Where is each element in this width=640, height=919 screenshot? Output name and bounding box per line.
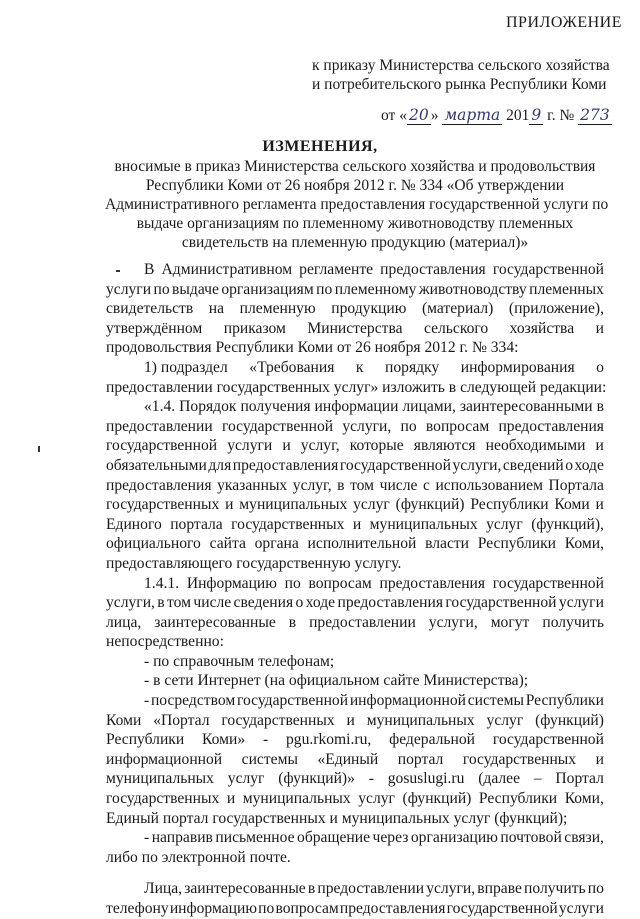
- body-word: в: [307, 880, 316, 898]
- body-word: Республики: [106, 731, 185, 749]
- body-word: Министерства: [307, 319, 403, 337]
- body-line: [106, 652, 604, 672]
- body-word: организациям: [221, 280, 314, 298]
- body-word: информации: [314, 398, 399, 416]
- body-word: и: [595, 437, 604, 455]
- body-line: [106, 515, 604, 535]
- body-word: информацию: [169, 900, 258, 917]
- body-word: Республики: [525, 692, 604, 710]
- body-word: по: [284, 574, 301, 592]
- body-word: в: [288, 613, 297, 631]
- body-word: на: [208, 300, 225, 318]
- body-line: [106, 809, 604, 829]
- body-word: муниципальных: [106, 770, 214, 788]
- body-word: по: [153, 280, 170, 298]
- body-line: [106, 358, 604, 378]
- body-word: продукцию: [331, 300, 407, 318]
- year-prefix: 201: [502, 107, 530, 124]
- body-word: с: [422, 476, 430, 494]
- body-word: системы: [467, 692, 524, 710]
- body-word: Лица,: [144, 880, 183, 898]
- body-word: заинтересованными: [459, 398, 593, 416]
- body-word: -: [144, 829, 150, 847]
- body-word: хозяйства: [509, 319, 575, 337]
- body-word: государственной: [106, 437, 218, 455]
- body-word: (функций): [402, 790, 472, 808]
- body-word: услуги,: [452, 456, 502, 474]
- body-line: [106, 828, 604, 848]
- body-word: исполнительной: [307, 535, 417, 553]
- body-word: услуг: [486, 711, 524, 729]
- body-word: услуг: [353, 496, 390, 514]
- body-line: [106, 260, 604, 280]
- body-word: предоставлении: [317, 880, 425, 898]
- scan-mark: [38, 446, 40, 452]
- body-line: [106, 613, 604, 633]
- body-word: по: [316, 280, 333, 298]
- body-word: (функций),: [531, 515, 604, 533]
- handwritten-day: 20: [408, 106, 429, 124]
- body-word: Коми»: [202, 731, 246, 749]
- body-word: по: [587, 880, 604, 898]
- body-word: заинтересованные: [154, 613, 276, 631]
- body-word: -: [368, 770, 374, 788]
- body-word: использованием: [435, 476, 543, 494]
- body-word: предоставлении: [309, 613, 416, 631]
- body-line: [106, 378, 607, 398]
- body-word: лица,: [106, 613, 142, 631]
- body-word: Республики: [477, 535, 556, 553]
- body-word: - по справочным телефонам;: [144, 652, 335, 670]
- body-word: ходе: [574, 456, 604, 474]
- body-word: обращение: [297, 829, 371, 847]
- handwritten-month: марта: [444, 106, 501, 124]
- body-line: [106, 769, 604, 789]
- body-word: о: [565, 456, 573, 474]
- body-word: (приложение),: [508, 300, 604, 318]
- body-word: услуг,: [292, 476, 332, 494]
- body-word: предоставляющего государственную услугу.: [106, 554, 402, 572]
- body-line: [106, 671, 604, 691]
- body-word: организацию: [410, 829, 498, 847]
- body-word: -: [144, 692, 150, 710]
- body-word: к: [355, 358, 364, 376]
- body-word: (материал): [421, 300, 494, 318]
- order-reference: [312, 56, 612, 94]
- document-title: ИЗМЕНЕНИЯ,: [262, 138, 378, 155]
- body-word: вопросам: [308, 574, 372, 592]
- body-word: услуги,: [428, 613, 478, 631]
- body-word: органа: [254, 535, 299, 553]
- body-word: услуг,: [300, 437, 340, 455]
- body-word: Республики: [478, 790, 558, 808]
- body-line: [106, 417, 604, 437]
- body-word: предоставления: [339, 900, 446, 917]
- body-word: муниципальных: [242, 790, 351, 808]
- body-word: «Требования: [249, 358, 335, 376]
- body-word: телефону: [106, 900, 169, 917]
- body-line: [106, 476, 604, 496]
- body-word: Порядок: [179, 398, 237, 416]
- body-line: [106, 436, 604, 456]
- body-word: - в сети Интернет (на официальном сайте Министерства);: [144, 672, 529, 690]
- body-word: услуги: [106, 280, 152, 298]
- body-word: Единого: [106, 515, 162, 533]
- body-word: сведений: [502, 456, 564, 474]
- body-word: услуг: [358, 790, 395, 808]
- body-line: [106, 456, 604, 476]
- body-word: непосредственно:: [106, 633, 224, 651]
- body-word: pgu.rkomi.ru,: [285, 731, 372, 749]
- document-body: [106, 260, 607, 919]
- body-word: том: [350, 476, 375, 494]
- body-line: [106, 299, 604, 319]
- body-word: могут: [490, 613, 530, 631]
- body-word: предоставления: [379, 574, 486, 592]
- body-word: Портала: [548, 476, 604, 494]
- body-word: (функций): [535, 711, 604, 729]
- body-word: «1.4.: [144, 398, 176, 416]
- body-word: указанных: [217, 476, 288, 494]
- body-word: предоставления: [232, 456, 339, 474]
- body-word: ходе: [305, 594, 336, 612]
- body-word: Информацию: [186, 574, 277, 592]
- body-word: племенному: [334, 280, 417, 298]
- body-word: предоставлении: [106, 417, 213, 435]
- body-word: получения: [240, 398, 311, 416]
- body-word: государственной: [492, 731, 604, 749]
- body-word: 1) подраздел: [144, 358, 228, 376]
- body-word: портала: [170, 515, 223, 533]
- body-word: муниципальных: [369, 515, 478, 533]
- body-line: [106, 534, 604, 554]
- body-word: «Портал: [153, 711, 210, 729]
- body-word: почтовой: [500, 829, 562, 847]
- handwritten-order-number: 273: [580, 106, 610, 124]
- body-word: для: [208, 456, 232, 474]
- body-word: государственной: [339, 456, 451, 474]
- body-word: и: [226, 790, 236, 808]
- body-word: предоставления: [498, 417, 604, 435]
- body-word: государственной: [221, 417, 334, 435]
- body-word: Республики: [470, 496, 549, 514]
- body-line: [106, 848, 604, 868]
- body-word: письменное: [215, 829, 295, 847]
- subtitle-line: вносимые в приказ Министерства сельского хозяйства и продовольствия: [114, 158, 596, 175]
- body-word: государственных: [106, 790, 220, 808]
- body-word: в: [596, 398, 604, 416]
- year-suffix: г. №: [543, 107, 579, 124]
- body-line: [106, 319, 604, 339]
- body-line: [106, 574, 604, 594]
- body-word: предоставления: [337, 594, 444, 612]
- body-word: государственной: [492, 574, 604, 592]
- body-word: и: [595, 496, 604, 514]
- body-word: услуги,: [342, 417, 392, 435]
- body-word: через: [372, 829, 409, 847]
- body-word: услуг: [486, 515, 523, 533]
- body-word: государственной: [446, 900, 558, 917]
- body-word: получить: [542, 613, 604, 631]
- body-word: о: [596, 358, 604, 376]
- subtitle-line: выдаче организациям по племенному животноводству племенных: [136, 215, 574, 232]
- body-word: (далее: [478, 770, 521, 788]
- body-word: сведения: [233, 594, 294, 612]
- body-word: числе: [379, 476, 418, 494]
- body-word: Единый портал государственных и муниципальных услуг (функций);: [106, 809, 568, 827]
- body-word: являются: [413, 437, 476, 455]
- body-word: в: [157, 594, 165, 612]
- body-word: услуги: [558, 900, 604, 917]
- body-word: услуги,: [106, 594, 155, 612]
- body-word: муниципальных: [366, 711, 475, 729]
- body-word: продовольствия Республики Коми от 26 ноября 2012 г. № 334:: [106, 339, 519, 357]
- body-word: и: [595, 750, 604, 768]
- body-word: власти: [425, 535, 470, 553]
- body-line: [106, 554, 604, 574]
- body-word: направив: [151, 829, 213, 847]
- body-word: государственных: [106, 496, 220, 514]
- body-word: необходимыми: [485, 437, 586, 455]
- body-word: либо по электронной почте.: [106, 848, 291, 866]
- body-word: государственной: [236, 692, 349, 710]
- body-word: услуг: [227, 770, 265, 788]
- body-word: обязательными: [106, 456, 207, 474]
- body-word: приказом: [223, 319, 286, 337]
- body-word: том: [167, 594, 192, 612]
- body-word: вправе: [477, 880, 522, 898]
- body-word: государственных: [231, 515, 345, 533]
- body-word: Коми,: [564, 790, 604, 808]
- body-word: выдаче: [172, 280, 219, 298]
- body-line: [106, 750, 604, 770]
- body-word: системы: [241, 750, 298, 768]
- subtitle-line: Административного регламента предоставления государственной услуги по: [105, 196, 609, 213]
- body-word: свидетельств: [106, 300, 194, 318]
- body-word: заинтересованные: [184, 880, 306, 898]
- body-word: порядку: [385, 358, 440, 376]
- body-word: Портал: [555, 770, 604, 788]
- body-word: числе: [193, 594, 232, 612]
- body-word: в: [337, 476, 345, 494]
- body-word: информирования: [460, 358, 575, 376]
- body-word: –: [533, 770, 542, 788]
- body-word: услуги,: [426, 880, 476, 898]
- body-word: государственной: [445, 594, 557, 612]
- order-date-line: [381, 106, 612, 125]
- body-word: по: [400, 417, 417, 435]
- body-word: о: [295, 594, 304, 612]
- body-word: и: [225, 496, 234, 514]
- body-word: (функций)»: [278, 770, 355, 788]
- body-word: -: [262, 731, 269, 749]
- body-line: [106, 593, 604, 613]
- order-line: к приказу Министерства сельского хозяйства: [312, 57, 610, 74]
- body-line: [106, 397, 604, 417]
- subtitle-line: свидетельств на племенную продукцию (материал)»: [181, 234, 529, 251]
- body-word: вопросам: [275, 900, 339, 917]
- body-word: посредством: [150, 692, 236, 710]
- body-word: (функций): [395, 496, 465, 514]
- body-word: и: [595, 319, 604, 337]
- body-line: [106, 632, 604, 652]
- body-line: [106, 730, 604, 750]
- body-word: государственной: [492, 261, 604, 278]
- document-subtitle: [105, 157, 609, 252]
- body-word: лицами,: [402, 398, 456, 416]
- date-prefix: от «: [381, 107, 407, 124]
- body-word: сельского: [423, 319, 489, 337]
- body-line: [106, 711, 604, 731]
- body-line: [106, 691, 604, 711]
- subtitle-line: Республики Коми от 26 ноября 2012 г. № 334 «Об утверждении: [145, 177, 565, 194]
- body-line: [106, 899, 604, 919]
- body-word: 1.4.1.: [144, 574, 180, 592]
- order-line: и потребительского рынка Республики Коми: [312, 76, 607, 93]
- body-word: государственных: [221, 711, 335, 729]
- body-word: и: [282, 437, 291, 455]
- handwritten-year-digit: 9: [531, 106, 542, 124]
- body-word: племенную: [239, 300, 316, 318]
- body-line: [106, 280, 604, 300]
- body-line: [106, 879, 604, 899]
- body-word: сайта: [209, 535, 246, 553]
- body-word: которые: [349, 437, 404, 455]
- appendix-label: ПРИЛОЖЕНИЕ: [506, 14, 623, 31]
- body-word: услуги: [227, 437, 273, 455]
- body-word: услуги: [558, 594, 604, 612]
- body-word: предоставлении государственных услуг» изложить в следующей редакции:: [106, 378, 607, 396]
- body-word: предоставления: [380, 261, 486, 278]
- body-line: [106, 789, 604, 809]
- body-word: портал: [397, 750, 444, 768]
- body-word: получить: [524, 880, 586, 898]
- body-word: «Единый: [317, 750, 379, 768]
- body-word: вопросам: [425, 417, 490, 435]
- body-word: муниципальных: [239, 496, 348, 514]
- body-word: предоставления: [106, 476, 212, 494]
- body-line: [106, 338, 604, 358]
- body-word: связи,: [564, 829, 604, 847]
- body-word: Административном: [161, 261, 293, 278]
- body-word: регламенте: [299, 261, 374, 278]
- body-word: В: [144, 261, 155, 278]
- body-word: информационной: [106, 750, 223, 768]
- body-word: информационной: [349, 692, 466, 710]
- body-word: федеральной: [389, 731, 476, 749]
- body-word: государственных: [462, 750, 577, 768]
- body-word: утверждённом: [106, 319, 203, 337]
- body-word: племенных: [529, 280, 604, 298]
- body-word: Коми: [554, 496, 590, 514]
- date-mid: »: [430, 107, 443, 124]
- body-word: Коми,: [564, 535, 604, 553]
- body-word: gosuslugi.ru: [387, 770, 465, 788]
- body-line: [106, 495, 604, 515]
- body-word: животноводству: [418, 280, 527, 298]
- body-word: Коми: [106, 711, 142, 729]
- body-word: и: [346, 711, 355, 729]
- body-word: официального: [106, 535, 201, 553]
- body-word: и: [352, 515, 362, 533]
- body-word: по: [258, 900, 275, 917]
